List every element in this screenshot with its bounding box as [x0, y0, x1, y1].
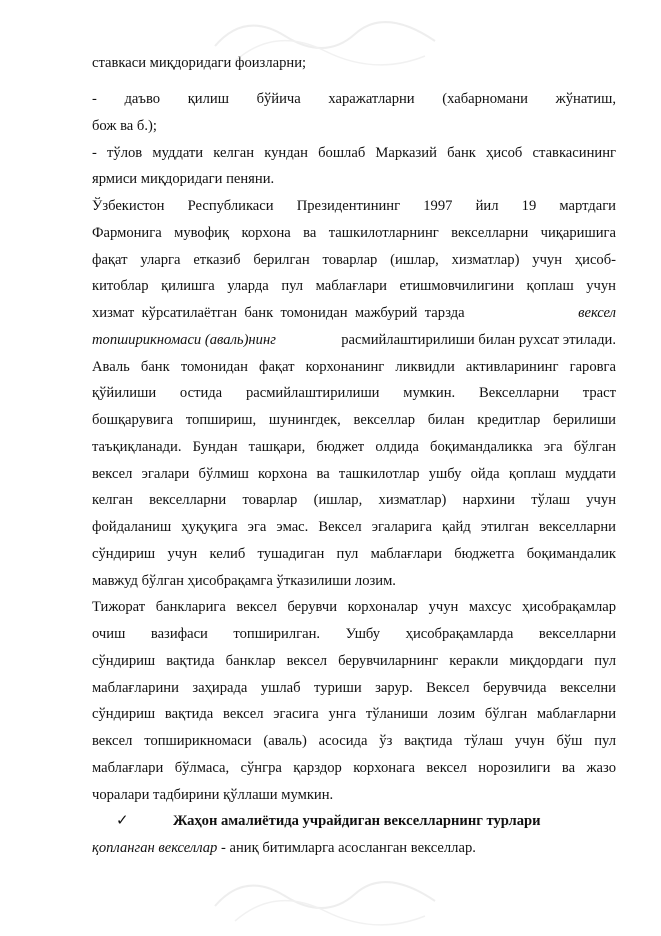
text-line: Ўзбекистон Республикаси Президентининг 1997 йил 19 мартдаги — [92, 198, 616, 214]
text-line: ярмиси миқдоридаги пеняни. — [92, 171, 275, 187]
text-line: маблағлари бўлмаса, сўнгра қарздор корхонага вексел норозилиги ва жазо — [92, 760, 616, 776]
watermark-top — [205, 6, 455, 76]
text-line: келган векселларни товарлар (ишлар, хизматлар) нархини тўлаш учун — [92, 492, 616, 508]
text-line: бошқарувига топшириш, шунингдек, векселлар билан кредитлар берилиши — [92, 412, 616, 428]
text-line: таъқиқланади. Бундан ташқари, бюджет олдида боқимандаликка эга бўлган — [92, 439, 616, 455]
section-heading: Жаҳон амалиётида учрайдиган векселларнинг турлари — [173, 813, 541, 829]
watermark-bottom — [205, 866, 455, 936]
text-line: маблағларини заҳирада ушлаб туриши зарур. Вексел берувчида векселни — [92, 680, 616, 696]
italic-term: топширикномаси (аваль)нинг — [92, 332, 276, 348]
text-line: вексел эгалари бўлмиш корхона ва ташкилотлар ушбу ойда қоплаш муддати — [92, 466, 616, 482]
italic-term: қопланган векселлар — [92, 840, 218, 856]
section-heading-line — [92, 811, 616, 831]
text-line: - тўлов муддати келган кундан бошлаб Марказий банк ҳисоб ставкасининг — [92, 145, 616, 161]
text-line: қўйилиши остида расмийлаштирилиши мумкин. Векселларни траст — [92, 385, 616, 401]
text-line — [92, 330, 616, 350]
text-line: Фармонига мувофиқ корхона ва ташкилотларнинг векселларни чиқаришига — [92, 225, 616, 241]
text-fragment: расмийлаштирилиши билан рухсат этилади. — [341, 332, 616, 348]
text-line: сўндириш вақтида банклар вексел берувчиларнинг керакли миқдордаги пул — [92, 653, 616, 669]
text-fragment: хизмат кўрсатилаётган банк томонидан мажбурий тарзда — [92, 305, 465, 321]
text-line: сўндириш учун келиб тушадиган пул маблағлари бюджетга боқимандалик — [92, 546, 616, 562]
text-fragment: - аниқ битимларга асосланган векселлар. — [217, 840, 476, 856]
text-line: Аваль банк томонидан фақат корхонанинг ликвидли активларининг гаровга — [92, 359, 616, 375]
checkmark-icon: ✓ — [116, 813, 129, 829]
text-line — [92, 838, 616, 858]
text-line: очиш вазифаси топширилган. Ушбу ҳисобрақамларда векселларни — [92, 626, 616, 642]
italic-term: вексел — [578, 305, 616, 321]
text-line — [92, 303, 616, 323]
text-line: мавжуд бўлган ҳисобрақамга ўтказилиши лозим. — [92, 573, 396, 589]
text-line: фақат уларга етказиб берилган товарлар (ишлар, хизматлар) учун ҳисоб- — [92, 252, 616, 268]
text-line: фойдаланиш ҳуқуқига эга эмас. Вексел эгаларига қайд этилган векселларни — [92, 519, 616, 535]
text-line: чоралари тадбирини қўллаши мумкин. — [92, 787, 334, 803]
text-line: - даъво қилиш бўйича харажатларни (хабарномани жўнатиш, — [92, 91, 616, 107]
text-line: бож ва б.); — [92, 118, 157, 134]
text-line: вексел топширикномаси (аваль) асосида ўз вақтида тўлаш учун бўш пул — [92, 733, 616, 749]
text-line: китоблар қилишга уларда пул маблағлари етишмовчилигини қоплаш учун — [92, 278, 616, 294]
text-line: сўндириш вақтида вексел эгасига унга тўланиши лозим бўлган маблағларни — [92, 706, 616, 722]
text-line: ставкаси миқдоридаги фоизларни; — [92, 55, 307, 71]
text-line: Тижорат банкларига вексел берувчи корхоналар учун махсус ҳисобрақамлар — [92, 599, 616, 615]
